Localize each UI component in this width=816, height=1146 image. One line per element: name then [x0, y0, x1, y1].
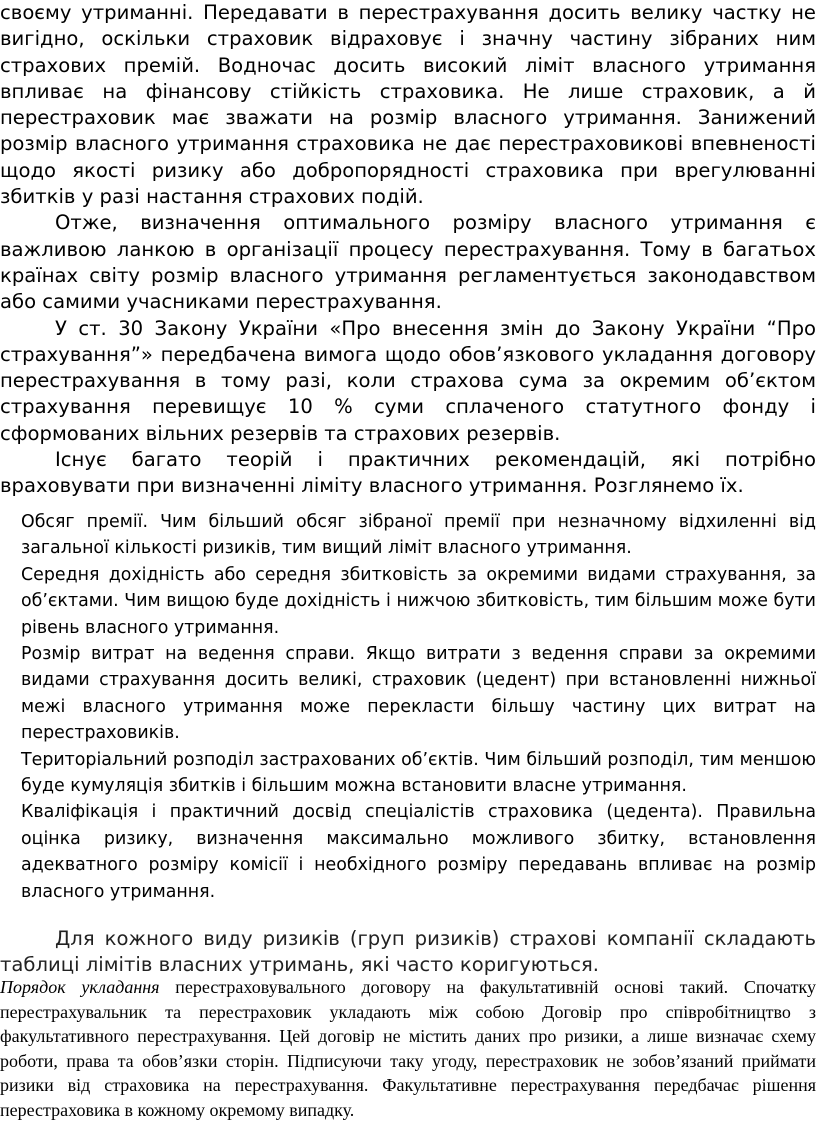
summary-paragraph: Для кожного виду ризиків (груп ризиків) страхові компанії складають таблиці лімітів власних утримань, які часто коригуються.	[0, 927, 816, 976]
factor-item: Обсяг премії. Чим більший обсяг зібраної премії при незначному відхиленні від загальної кількості ризиків, тим вищий ліміт власного утримання.	[21, 512, 816, 559]
factors-list	[21, 509, 816, 905]
intro-text	[0, 0, 816, 500]
factor-item: Розмір витрат на ведення справи. Якщо витрати з ведення справи за окремими видами страхування досить великі, страховик (цедент) при встановленні нижньої межі власного утримання може перекласти більшу частину цих витрат на перестраховиків.	[21, 644, 816, 744]
procedure-paragraph	[0, 975, 816, 1123]
intro-paragraph: Отже, визначення оптимального розміру власного утримання є важливою ланкою в організації процесу перестрахування. Тому в багатьох країнах світу розмір власного утримання регламентується законодавством або самими учасниками перестрахування.	[0, 211, 816, 314]
procedure-text	[0, 975, 816, 1123]
intro-paragraph: У ст. 30 Закону України «Про внесення змін до Закону України “Про страхування”» передбачена вимога щодо обов’язкового укладання договору перестрахування в тому разі, коли страхова сума за окремим об’єктом страхування перевищує 10 % суми сплаченого статутного фонду і сформованих вільних резервів та страхових резервів.	[0, 316, 816, 445]
procedure-body: перестраховувального договору на факультативній основі такий. Спочатку перестрахувальник та перестраховик укладають між собою Договір про співробітництво з факультативного перестрахування. Цей договір не містить даних про ризики, а лише визначає схему роботи, права та обов’язки сторін. Підписуючи таку угоду, перестраховик не зобов’язаний приймати ризики від страховика на перестрахування. Факультативне перестрахування передбачає рішення перестраховика в кожному окремому випадку.	[0, 977, 816, 1120]
factor-item: Територіальний розподіл застрахованих об’єктів. Чим більший розподіл, тим меншою буде кумуляція збитків і більшим можна встановити власне утримання.	[21, 749, 816, 797]
summary-text	[0, 926, 816, 978]
factor-item: Середня дохідність або середня збитковість за окремими видами страхування, за об’єктами. Чим вищою буде дохідність і нижчою збитковість, тим більшим може бути рівень власного утримання.	[21, 564, 816, 638]
intro-paragraph: Існує багато теорій і практичних рекомендацій, які потрібно враховувати при визначенні ліміту власного утримання. Розглянемо їх.	[0, 448, 816, 498]
factor-item: Кваліфікація і практичний досвід спеціалістів страховика (цедента). Правильна оцінка ризику, визначення максимально можливого збитку, встановлення адекватного розміру комісії і необхідного розміру передавань впливає на розмір власного утримання.	[21, 802, 816, 902]
procedure-lead: Порядок укладання	[0, 977, 160, 997]
intro-paragraph: своєму утриманні. Передавати в перестрахування досить велику частку не вигідно, оскільки страховик відраховує і значну частину зібраних ним страхових премій. Водночас досить високий ліміт власного утримання впливає на фінансову стійкість страховика. Не лише страховик, а й перестраховик має зважати на розмір власного утримання. Занижений розмір власного утримання страховика не дає перестраховикові впевненості щодо якості ризику або добропорядності страховика при врегулюванні збитків у разі настання страхових подій.	[0, 1, 816, 209]
